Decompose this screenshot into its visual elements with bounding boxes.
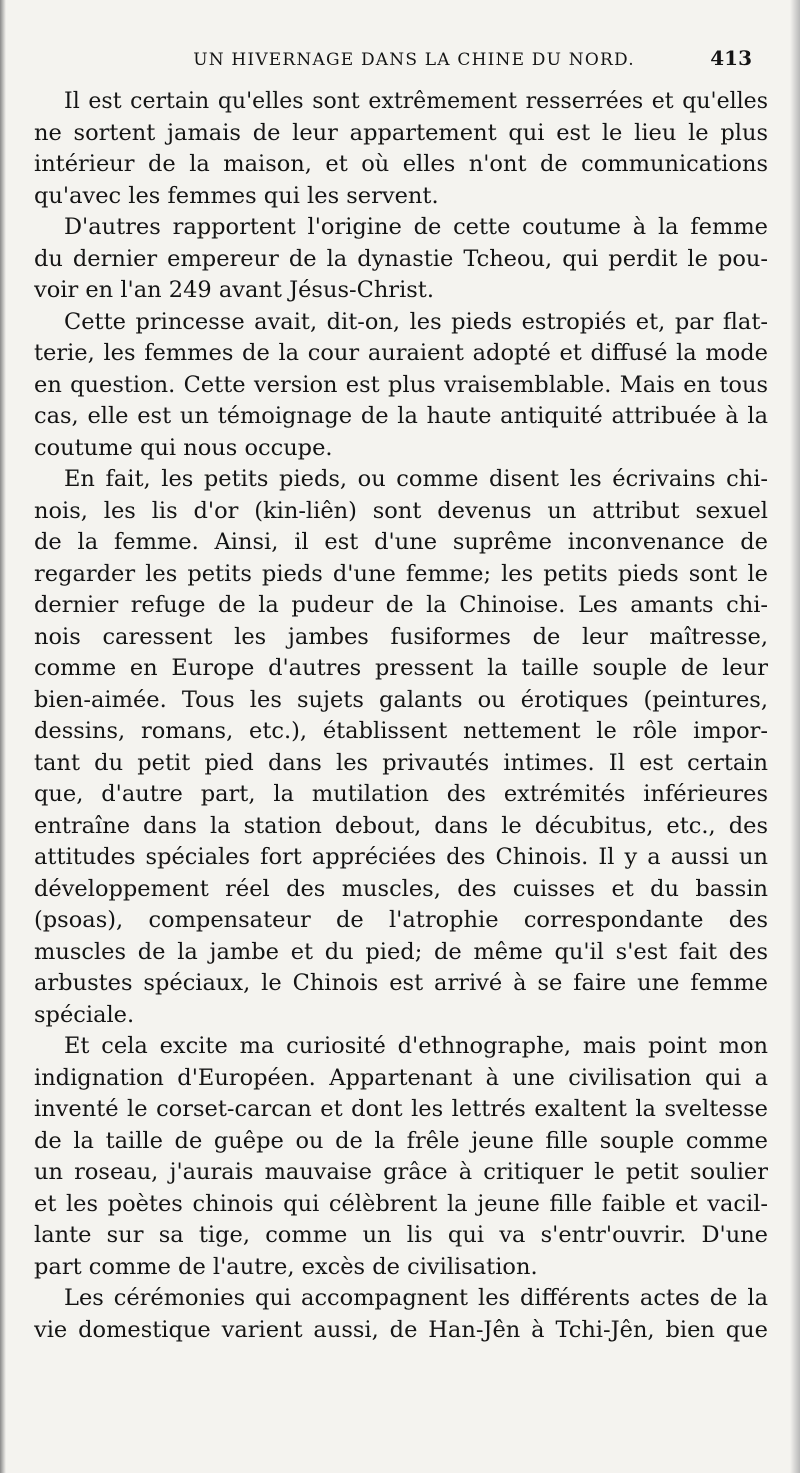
text-line: développement réel des muscles, des cuisses et du bassin bbox=[34, 875, 768, 902]
text-line: En fait, les petits pieds, ou comme disent les écrivains chi- bbox=[64, 466, 768, 492]
text-line: coutume qui nous occupe. bbox=[34, 434, 333, 461]
running-head bbox=[36, 44, 752, 78]
body-text bbox=[34, 86, 768, 1346]
text-line: comme en Europe d'autres pressent la taille souple de leur bbox=[34, 655, 768, 681]
page-edge-shadow-right bbox=[790, 0, 800, 1473]
text-line: bien-aimée. Tous les sujets galants ou érotiques (peintures, bbox=[34, 686, 768, 713]
text-line: attitudes spéciales fort appréciées des Chinois. Il y a aussi un bbox=[34, 844, 768, 870]
text-line: nois caressent les jambes fusiformes de leur maîtresse, bbox=[34, 623, 768, 650]
text-line: un roseau, j'aurais mauvaise grâce à critiquer le petit soulier bbox=[34, 1159, 768, 1185]
text-line: Cette princesse avait, dit-on, les pieds estropiés et, par flat- bbox=[64, 308, 768, 335]
text-line: spéciale. bbox=[34, 1001, 135, 1028]
text-line: que, d'autre part, la mutilation des extrémités inférieures bbox=[34, 781, 768, 807]
text-line: de la taille de guêpe ou de la frêle jeune fille souple comme bbox=[34, 1127, 768, 1154]
text-line: indignation d'Européen. Appartenant à une civilisation qui a bbox=[34, 1064, 768, 1091]
text-line: cas, elle est un témoignage de la haute antiquité attribuée à la bbox=[34, 403, 768, 429]
running-title: UN HIVERNAGE DANS LA CHINE DU NORD. bbox=[193, 50, 635, 70]
text-line: arbustes spéciaux, le Chinois est arrivé à se faire une femme bbox=[34, 970, 768, 996]
text-line: dessins, romans, etc.), établissent nettement le rôle impor- bbox=[34, 718, 768, 744]
text-line: intérieur de la maison, et où elles n'ont de communications bbox=[34, 151, 768, 177]
text-line: en question. Cette version est plus vraisemblable. Mais en tous bbox=[34, 371, 768, 398]
text-line: de la femme. Ainsi, il est d'une suprême inconvenance de bbox=[34, 529, 768, 555]
text-line: vie domestique varient aussi, de Han-Jên à Tchi-Jên, bien que bbox=[34, 1316, 768, 1343]
text-line: inventé le corset-carcan et dont les lettrés exaltent la sveltesse bbox=[34, 1096, 768, 1122]
text-line: Il est certain qu'elles sont extrêmement resserrées et qu'elles bbox=[64, 89, 768, 114]
text-line: terie, les femmes de la cour auraient adopté et diffusé la mode bbox=[34, 340, 768, 366]
text-line: (psoas), compensateur de l'atrophie correspondante des bbox=[34, 907, 768, 933]
page-number: 413 bbox=[710, 46, 752, 70]
text-line: Et cela excite ma curiosité d'ethnographe, mais point mon bbox=[64, 1033, 768, 1059]
text-line: du dernier empereur de la dynastie Tcheou, qui perdit le pou- bbox=[34, 245, 768, 272]
text-line: et les poètes chinois qui célèbrent la jeune fille faible et vacil- bbox=[34, 1190, 768, 1217]
text-line: ne sortent jamais de leur appartement qui est le lieu le plus bbox=[34, 119, 768, 146]
page-edge-shadow-left bbox=[0, 0, 6, 1473]
text-line: lante sur sa tige, comme un lis qui va s'entr'ouvrir. D'une bbox=[34, 1222, 768, 1248]
text-line: dernier refuge de la pudeur de la Chinoise. Les amants chi- bbox=[34, 592, 768, 618]
text-line: muscles de la jambe et du pied; de même qu'il s'est fait des bbox=[34, 938, 768, 965]
text-line: voir en l'an 249 avant Jésus-Christ. bbox=[34, 277, 435, 303]
text-line: qu'avec les femmes qui les servent. bbox=[34, 182, 439, 209]
text-line: tant du petit pied dans les privautés intimes. Il est certain bbox=[34, 749, 768, 776]
text-line: part comme de l'autre, excès de civilisation. bbox=[34, 1253, 538, 1280]
text-line: D'autres rapportent l'origine de cette coutume à la femme bbox=[64, 214, 768, 240]
text-line: regarder les petits pieds d'une femme; les petits pieds sont le bbox=[34, 560, 768, 587]
text-line: nois, les lis d'or (kin-liên) sont devenus un attribut sexuel bbox=[34, 497, 768, 524]
text-line: entraîne dans la station debout, dans le décubitus, etc., des bbox=[34, 812, 768, 839]
text-line: Les cérémonies qui accompagnent les différents actes de la bbox=[64, 1285, 768, 1311]
